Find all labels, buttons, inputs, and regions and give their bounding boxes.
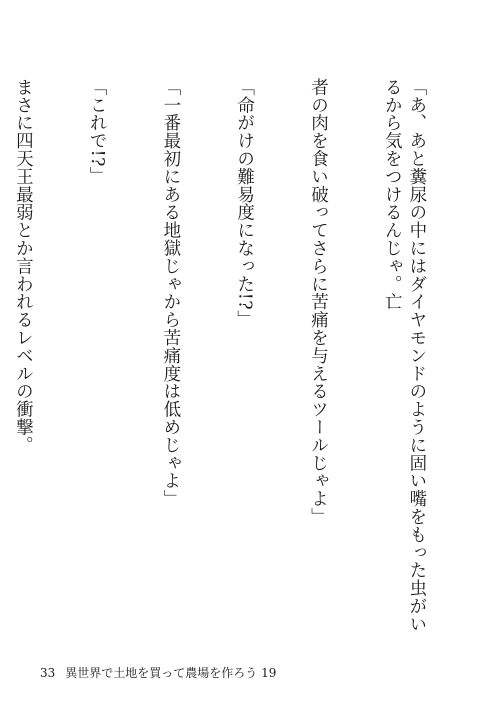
page-footer — [40, 664, 276, 681]
text-line: 「一番最初にある地獄じゃから苦痛度は低めじゃよ」 — [160, 78, 181, 508]
page-number: 33 — [40, 666, 56, 680]
book-title: 異世界で土地を買って農場を作ろう 19 — [65, 666, 277, 680]
text-line: 「これで!?」 — [87, 78, 108, 185]
text-line: まさに四天王最弱とか言われるレベルの衝撃。 — [13, 78, 34, 454]
text-line: 者の肉を食い破ってさらに苦痛を与えるツールじゃよ」 — [308, 78, 329, 526]
text-line: 「命がけの難易度になった!?」 — [234, 78, 255, 328]
body-text — [13, 78, 478, 638]
text-line: 「あ、あと糞尿の中にはダイヤモンドのように固い嘴をもった虫がいるから気をつけるんじゃ。亡 — [382, 78, 427, 633]
